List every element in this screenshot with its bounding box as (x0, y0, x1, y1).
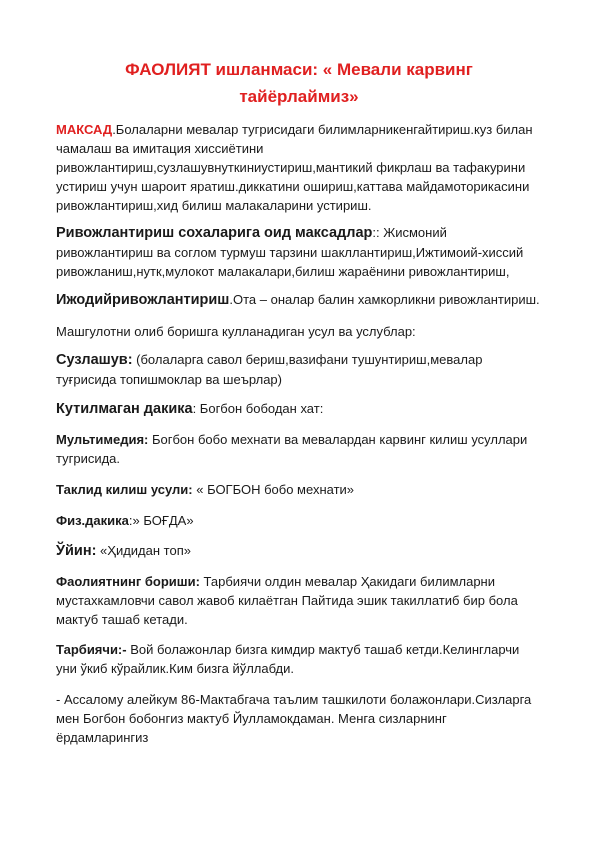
multimedia-label: Мультимедия: (56, 432, 149, 447)
goal-paragraph (56, 120, 542, 215)
game-paragraph (56, 541, 542, 561)
goal-text: .Болаларни мевалар тугрисидаги билимларникенгайтириш.куз билан чамалаш ва имитация хиссиётини ривожлантириш,сузлашувнуткиниустириш,мантикий фикрлаш ва тафакурини устириш учун шароит яратиш.диккатини ошириш,каттава майдамоторикасини ривожлантириш,хид билиш малакаларини устириш. (56, 122, 533, 213)
conversation-text: (болаларга савол бериш,вазифани тушунтириш,мевалар туғрисида топишмоклар ва шеърлар) (56, 352, 483, 387)
methods-paragraph: Машгулотни олиб боришга кулланадиган усул ва услублар: (56, 324, 416, 339)
physical-minute-paragraph (56, 511, 542, 530)
title-line-2: тайёрлаймиз» (239, 87, 359, 106)
title-line-1: ФАОЛИЯТ ишланмаси: « Мевали карвинг (125, 60, 473, 79)
teacher-paragraph (56, 640, 542, 678)
teacher-label: Тарбиячи:- (56, 642, 127, 657)
activity-course-text: Тарбиячи олдин мевалар Ҳакидаги билимларни мустахкамловчи савол жавоб килаётган Пайтида эшик такиллатиб бир бола мактуб ташаб кетади. (56, 574, 518, 627)
development-goals-label: Ривожлантириш сохаларига оид максадлар (56, 225, 373, 241)
conversation-paragraph (56, 350, 542, 389)
development-goals-text: :: Жисмоний ривожлантириш ва соглом турмуш тарзини шакллантириш,Ижтимоий-хиссий ривожланиш,нутк,мулокот малакалари,билиш жараёнини ривожлантириш, (56, 225, 524, 279)
surprise-moment-paragraph (56, 399, 542, 419)
game-label: Ўйин: (56, 543, 97, 559)
activity-course-paragraph (56, 572, 542, 629)
imitation-text: « БОГБОН бобо мехнати» (192, 482, 355, 497)
page-title (56, 56, 542, 110)
surprise-moment-label: Кутилмаган дакика (56, 401, 193, 417)
physical-minute-text: :» БОҒДА» (128, 513, 194, 528)
activity-course-label: Фаолиятнинг бориши: (56, 574, 200, 589)
creative-development-paragraph (56, 290, 542, 310)
imitation-label: Таклид килиш усули: (56, 482, 193, 497)
multimedia-paragraph (56, 430, 542, 468)
teacher-text: Вой болажонлар бизга кимдир мактуб ташаб кетди.Келингларчи уни ўкиб кўрайлик.Ким бизга йўллабди. (56, 642, 520, 676)
document-page (56, 56, 542, 747)
game-text: «Ҳидидан топ» (96, 543, 191, 558)
goal-label: МАКСАД (56, 122, 113, 137)
creative-development-text: .Ота – оналар балин хамкорликни ривожлантириш. (229, 292, 540, 307)
letter-paragraph: - Ассалому алейкум 86-Мактабгача таълим ташкилоти болажонлари.Сизларга мен Богбон бобонгиз мактуб Йулламокдаман. Менга сизларнинг ёрдамларингиз (56, 692, 532, 745)
development-goals-paragraph (56, 223, 542, 281)
multimedia-text: Богбон бобо мехнати ва мевалардан карвинг килиш усуллари тугрисида. (56, 432, 528, 466)
imitation-paragraph (56, 480, 542, 499)
physical-minute-label: Физ.дакика (56, 513, 129, 528)
creative-development-label: Ижодийривожлантириш (56, 292, 230, 308)
surprise-moment-text: : Богбон бободан хат: (192, 401, 324, 416)
conversation-label: Сузлашув: (56, 352, 133, 368)
